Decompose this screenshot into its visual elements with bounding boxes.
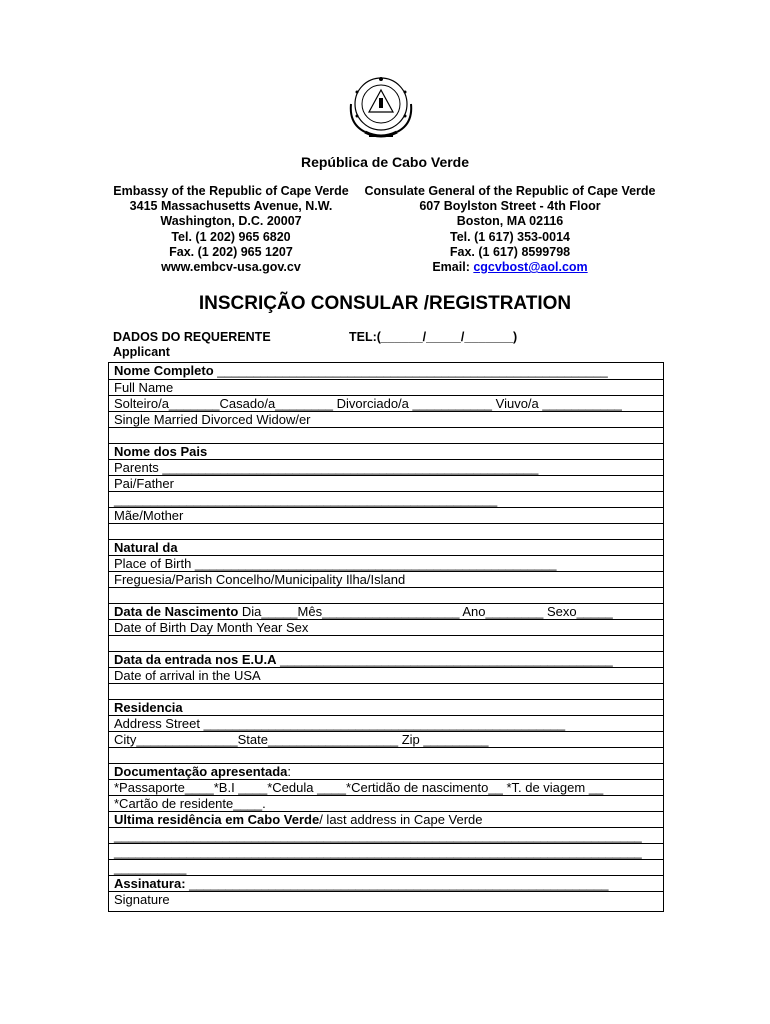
consulate-address1: 607 Boylston Street - 4th Floor (419, 199, 601, 214)
page-title: INSCRIÇÃO CONSULAR /REGISTRATION (198, 293, 572, 314)
embassy-address2: Washington, D.C. 20007 (160, 214, 302, 229)
residence-card-field[interactable]: *Cartão de residente____. (109, 795, 663, 811)
arrival-date-field[interactable] (109, 651, 663, 667)
applicant-heading (113, 330, 271, 360)
embassy-name: Embassy of the Republic of Cape Verde (113, 184, 349, 198)
registration-form (108, 362, 664, 912)
last-address-line-2[interactable]: _________________________________________________________________________ (109, 843, 663, 859)
blank-row (109, 747, 663, 763)
birth-date-line: Dia_____Mês___________________ Ano________ Sexo_____ (238, 604, 613, 619)
blank-row (109, 427, 663, 443)
parents-field[interactable]: Parents ____________________________________________________ (109, 459, 663, 475)
father-label: Pai/Father (109, 475, 663, 491)
arrival-date-en: Date of arrival in the USA (109, 667, 663, 683)
documents-colon: : (287, 764, 292, 779)
last-address-line-1[interactable]: _________________________________________________________________________ (109, 827, 663, 843)
arrival-date-line: ______________________________________________ (276, 652, 613, 667)
last-address-line-3[interactable]: __________ (109, 859, 663, 875)
consulate-tel: Tel. (1 617) 353-0014 (450, 229, 570, 244)
email-label: Email: (432, 260, 474, 275)
blank-row (109, 635, 663, 651)
consulate-address2: Boston, MA 02116 (456, 214, 564, 229)
embassy-info (108, 184, 354, 275)
embassy-web: www.embcv-usa.gov.cv (161, 260, 301, 275)
consulate-fax: Fax. (1 617) 8599798 (449, 244, 571, 259)
mother-label: Mãe/Mother (109, 507, 663, 523)
consulate-info (360, 184, 660, 275)
embassy-fax: Fax. (1 202) 965 1207 (169, 244, 293, 259)
signature-en: Signature (109, 891, 663, 907)
embassy-tel: Tel. (1 202) 965 6820 (171, 229, 291, 244)
signature-line: __________________________________________________________ (185, 876, 609, 891)
full-name-en: Full Name (109, 379, 663, 395)
embassy-address1: 3415 Massachusetts Avenue, N.W. (129, 199, 333, 214)
full-name-field[interactable] (109, 363, 663, 379)
blank-row (109, 683, 663, 699)
birthplace-label: Natural da (114, 540, 178, 555)
address-field[interactable]: Address Street __________________________________________________ (109, 715, 663, 731)
documents-heading (109, 763, 663, 779)
blank-row (109, 587, 663, 603)
applicant-label-pt: DADOS DO REQUERENTE (113, 330, 271, 344)
place-of-birth-field[interactable]: Place of Birth __________________________________________________ (109, 555, 663, 571)
last-address-label: Ultima residência em Cabo Verde (114, 812, 320, 827)
applicant-label-en: Applicant (113, 345, 170, 359)
residence-label: Residencia (114, 700, 183, 715)
consulate-name: Consulate General of the Republic of Cape Verde (364, 184, 656, 198)
documents-label: Documentação apresentada (114, 764, 288, 779)
city-state-zip-field[interactable]: City______________State__________________ Zip _________ (109, 731, 663, 747)
birthplace-heading (109, 539, 663, 555)
blank-row (109, 523, 663, 539)
documents-checklist[interactable]: *Passaporte____*B.I ____*Cedula ____*Certidão de nascimento__ *T. de viagem __ (109, 779, 663, 795)
arrival-date-label: Data da entrada nos E.U.A (114, 652, 277, 667)
signature-label: Assinatura: (114, 876, 186, 891)
birth-date-en: Date of Birth Day Month Year Sex (109, 619, 663, 635)
full-name-line: ______________________________________________________ (213, 363, 608, 378)
marital-status-field[interactable]: Solteiro/a_______Casado/a________ Divorciado/a ___________ Viuvo/a ___________ (109, 395, 663, 411)
email-link[interactable]: cgcvbost@aol.com (473, 260, 588, 275)
residence-heading (109, 699, 663, 715)
last-address-heading (109, 811, 663, 827)
father-field[interactable]: _____________________________________________________ (109, 491, 663, 507)
consulate-email (360, 260, 660, 275)
cabo-verde-coat-of-arms (343, 74, 419, 142)
parish-municipality-label: Freguesia/Parish Concelho/Municipality Ilha/Island (109, 571, 663, 587)
applicant-tel-field[interactable]: TEL:(______/_____/_______) (349, 330, 518, 344)
last-address-en: / last address in Cape Verde (319, 812, 483, 827)
parents-label: Nome dos Pais (114, 444, 208, 459)
birth-date-field[interactable] (109, 603, 663, 619)
birth-date-label: Data de Nascimento (114, 604, 239, 619)
signature-field[interactable] (109, 875, 663, 891)
parents-heading (109, 443, 663, 459)
full-name-label: Nome Completo (114, 363, 214, 378)
country-name: República de Cabo Verde (300, 154, 470, 170)
marital-status-en: Single Married Divorced Widow/er (109, 411, 663, 427)
